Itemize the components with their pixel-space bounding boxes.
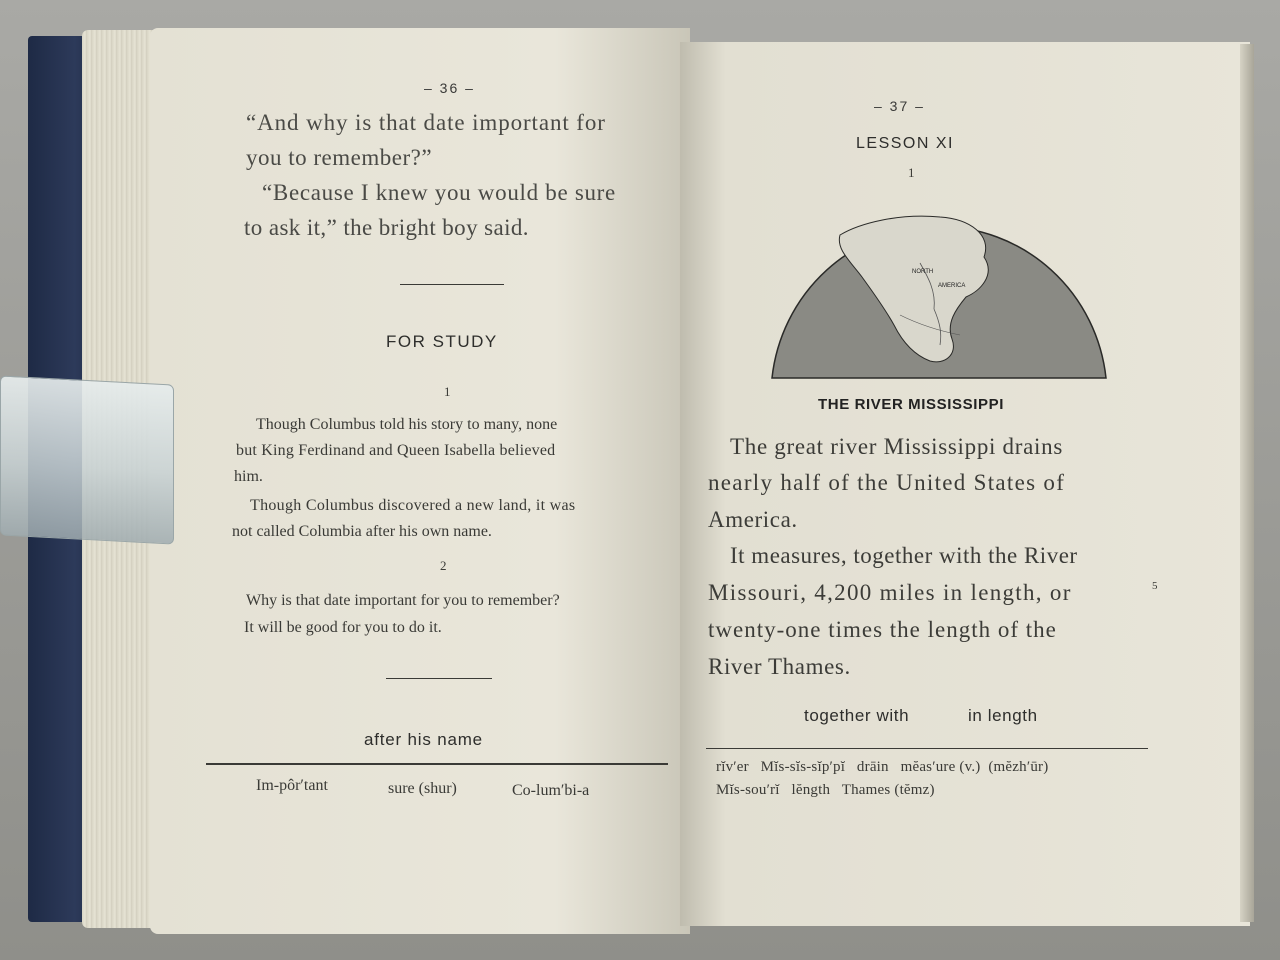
glass-bookmark bbox=[0, 375, 174, 544]
divider-rule bbox=[400, 284, 504, 285]
story-line-4: to ask it,” the bright boy said. bbox=[244, 215, 529, 240]
section-1-line-2: but King Ferdinand and Queen Isabella believed bbox=[236, 442, 556, 459]
section-1-number: 1 bbox=[444, 384, 451, 399]
story-line-3: “Because I knew you would be sure bbox=[262, 180, 616, 205]
vocab-line-1: rĭv′er Mĭs-sĭs-sĭp′pĭ drāin mĕas′ure (v.) (mĕzh′ūr) bbox=[716, 759, 1049, 775]
paragraph-line-7: River Thames. bbox=[708, 654, 851, 679]
margin-line-number: 5 bbox=[1152, 580, 1158, 592]
phrase-in-length: in length bbox=[968, 706, 1038, 725]
left-page-number: – 36 – bbox=[424, 80, 475, 96]
vocab-columbia: Co-lum′bi-a bbox=[512, 782, 590, 799]
vocab-rule-right bbox=[706, 748, 1148, 749]
map-illustration bbox=[770, 205, 1108, 380]
vocab-rule-left bbox=[206, 763, 668, 765]
paragraph-line-3: America. bbox=[708, 507, 798, 532]
map-caption: THE RIVER MISSISSIPPI bbox=[818, 396, 1004, 413]
paragraph-line-5: Missouri, 4,200 miles in length, or bbox=[708, 580, 1072, 605]
for-study-heading: FOR STUDY bbox=[386, 332, 498, 351]
right-page-number: – 37 – bbox=[874, 98, 925, 114]
vocab-sure: sure (shur) bbox=[388, 780, 457, 797]
phrase-together-with: together with bbox=[804, 706, 910, 725]
paragraph-line-2: nearly half of the United States of bbox=[708, 470, 1066, 495]
section-2-line-2: It will be good for you to do it. bbox=[244, 619, 442, 636]
paragraph-line-6: twenty-one times the length of the bbox=[708, 617, 1057, 642]
map-label-america: AMERICA bbox=[938, 283, 966, 289]
north-america-map bbox=[770, 205, 1108, 380]
paragraph-line-1: The great river Mississippi drains bbox=[730, 434, 1063, 459]
vocab-line-2: Mĭs-sou′rĭ lĕngth Thames (tĕmz) bbox=[716, 782, 935, 798]
story-line-2: you to remember?” bbox=[246, 145, 433, 170]
section-1-line-4: Though Columbus discovered a new land, it was bbox=[250, 497, 576, 514]
paragraph-line-4: It measures, together with the River bbox=[730, 543, 1078, 568]
section-1-line-5: not called Columbia after his own name. bbox=[232, 523, 492, 540]
map-label-north: NORTH bbox=[912, 269, 934, 275]
right-page-edge bbox=[1240, 44, 1254, 922]
divider-rule-2 bbox=[386, 678, 492, 679]
lesson-heading: LESSON XI bbox=[856, 135, 954, 152]
story-line-1: “And why is that date important for bbox=[246, 110, 606, 135]
section-1-line-1: Though Columbus told his story to many, none bbox=[256, 416, 558, 433]
vocab-important: Im-pôr′tant bbox=[256, 777, 328, 794]
phrase-after-his-name: after his name bbox=[364, 730, 483, 749]
section-2-number: 2 bbox=[440, 558, 447, 573]
section-2-line-1: Why is that date important for you to remember? bbox=[246, 592, 560, 609]
section-1-line-3: him. bbox=[234, 468, 263, 485]
lesson-section-number: 1 bbox=[908, 165, 915, 180]
